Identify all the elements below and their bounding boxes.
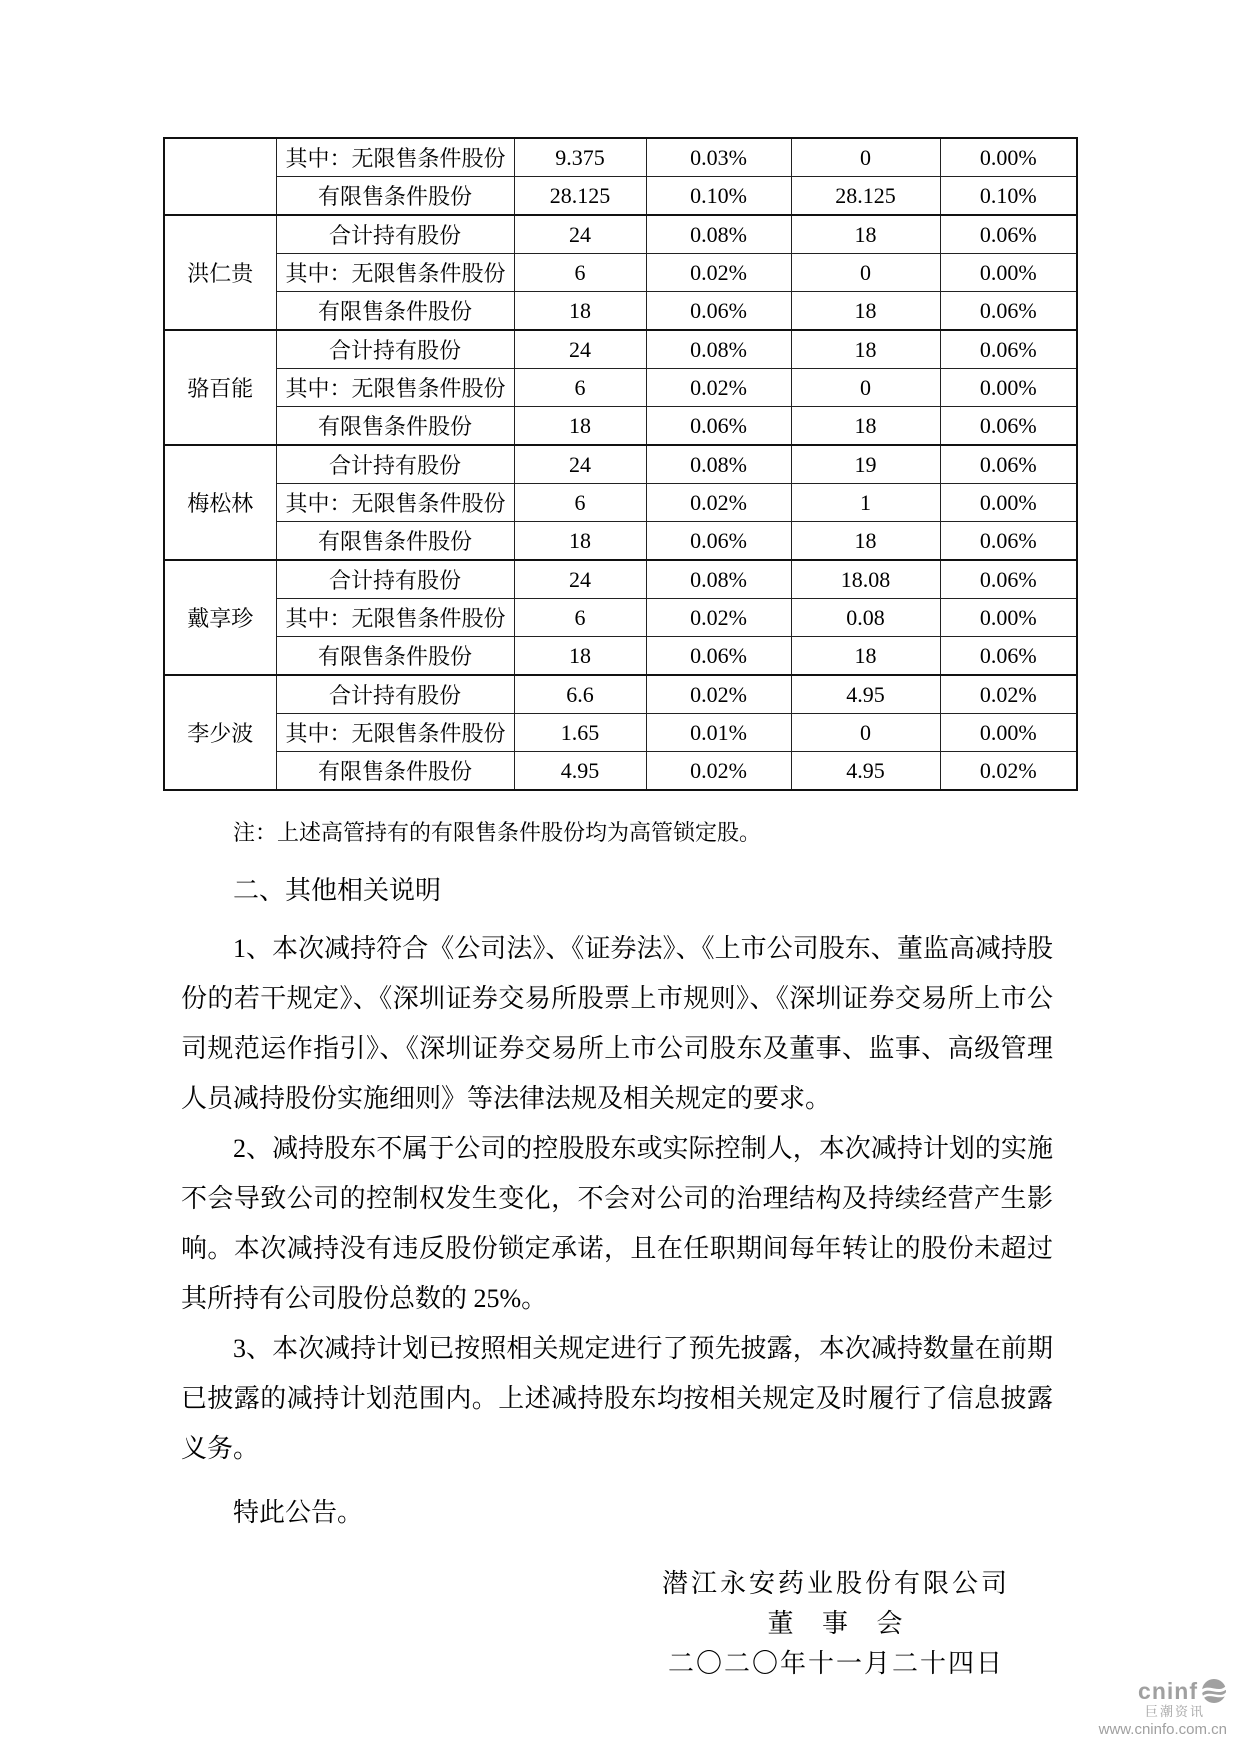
value-cell: 24 (514, 330, 646, 369)
value-cell: 18 (514, 637, 646, 676)
value-cell: 28.125 (514, 177, 646, 216)
cninfo-watermark (1099, 1678, 1227, 1738)
value-cell: 0.08% (646, 445, 791, 484)
table-note: 注：上述高管持有的有限售条件股份均为高管锁定股。 (233, 820, 762, 845)
table-row (164, 292, 1077, 331)
value-cell: 24 (514, 215, 646, 254)
table-row (164, 254, 1077, 292)
paragraph-3: 3、本次减持计划已按照相关规定进行了预先披露，本次减持数量在前期已披露的减持计划范围内。上述减持股东均按相关规定及时履行了信息披露义务。 (181, 1334, 1053, 1463)
shareholder-name-cell: 戴享珍 (164, 560, 276, 675)
table-row (164, 330, 1077, 369)
value-cell: 18 (791, 215, 940, 254)
value-cell: 0.03% (646, 138, 791, 177)
cninfo-logo (1138, 1678, 1227, 1704)
value-cell: 0.06% (940, 560, 1077, 599)
value-cell: 0.02% (646, 599, 791, 637)
value-cell: 0 (791, 714, 940, 752)
value-cell: 24 (514, 445, 646, 484)
shareholder-name-cell: 洪仁贵 (164, 215, 276, 330)
value-cell: 0.08% (646, 560, 791, 599)
value-cell: 1 (791, 484, 940, 522)
value-cell: 4.95 (791, 752, 940, 791)
value-cell: 0.06% (646, 522, 791, 561)
category-cell: 其中：无限售条件股份 (276, 369, 514, 407)
value-cell: 4.95 (791, 675, 940, 714)
value-cell: 0.02% (940, 675, 1077, 714)
table-row (164, 215, 1077, 254)
body-text (181, 924, 1053, 1474)
category-cell: 有限售条件股份 (276, 177, 514, 216)
value-cell: 18.08 (791, 560, 940, 599)
value-cell: 0.02% (646, 254, 791, 292)
value-cell: 0.00% (940, 484, 1077, 522)
section-heading: 二、其他相关说明 (233, 876, 442, 905)
signature-block (662, 1564, 1010, 1684)
value-cell: 9.375 (514, 138, 646, 177)
table-row (164, 484, 1077, 522)
table-row (164, 637, 1077, 676)
value-cell: 0.00% (940, 369, 1077, 407)
category-cell: 有限售条件股份 (276, 522, 514, 561)
shareholder-name-cell (164, 138, 276, 215)
value-cell: 6 (514, 599, 646, 637)
value-cell: 19 (791, 445, 940, 484)
value-cell: 0.01% (646, 714, 791, 752)
value-cell: 18 (514, 292, 646, 331)
value-cell: 0.06% (940, 330, 1077, 369)
value-cell: 0.00% (940, 714, 1077, 752)
value-cell: 0.02% (646, 369, 791, 407)
category-cell: 其中：无限售条件股份 (276, 254, 514, 292)
category-cell: 合计持有股份 (276, 330, 514, 369)
value-cell: 0 (791, 369, 940, 407)
value-cell: 0.06% (940, 522, 1077, 561)
value-cell: 0.02% (940, 752, 1077, 791)
value-cell: 0.08 (791, 599, 940, 637)
value-cell: 0.02% (646, 752, 791, 791)
value-cell: 6 (514, 254, 646, 292)
table-row (164, 369, 1077, 407)
cninfo-url: www.cninfo.com.cn (1098, 1720, 1227, 1738)
value-cell: 6.6 (514, 675, 646, 714)
category-cell: 其中：无限售条件股份 (276, 484, 514, 522)
value-cell: 18 (514, 522, 646, 561)
cninfo-globe-icon (1201, 1678, 1227, 1704)
table-row (164, 177, 1077, 216)
value-cell: 18 (791, 292, 940, 331)
value-cell: 18 (791, 522, 940, 561)
paragraph-1: 1、本次减持符合《公司法》、《证券法》、《上市公司股东、董监高减持股份的若干规定》、《深圳证券交易所股票上市规则》、《深圳证券交易所上市公司规范运作指引》、《深圳证券交易所上市公司股东及董事、监事、高级管理人员减持股份实施细则》等法律法规及相关规定的要求。 (181, 934, 1053, 1113)
closing-statement: 特此公告。 (233, 1498, 364, 1527)
category-cell: 合计持有股份 (276, 445, 514, 484)
table-row (164, 138, 1077, 177)
category-cell: 有限售条件股份 (276, 292, 514, 331)
table-row (164, 599, 1077, 637)
category-cell: 有限售条件股份 (276, 407, 514, 446)
category-cell: 合计持有股份 (276, 215, 514, 254)
value-cell: 0.06% (940, 445, 1077, 484)
value-cell: 0 (791, 138, 940, 177)
shareholder-name-cell: 李少波 (164, 675, 276, 790)
company-name: 潜江永安药业股份有限公司 (661, 1569, 1010, 1598)
value-cell: 4.95 (514, 752, 646, 791)
table-row (164, 407, 1077, 446)
category-cell: 其中：无限售条件股份 (276, 599, 514, 637)
value-cell: 24 (514, 560, 646, 599)
shareholding-table-body (164, 138, 1077, 790)
value-cell: 0.06% (646, 292, 791, 331)
category-cell: 有限售条件股份 (276, 752, 514, 791)
value-cell: 0.06% (940, 292, 1077, 331)
table-row (164, 714, 1077, 752)
table-row (164, 675, 1077, 714)
value-cell: 0.06% (646, 407, 791, 446)
table-row (164, 752, 1077, 791)
value-cell: 0.08% (646, 330, 791, 369)
category-cell: 合计持有股份 (276, 675, 514, 714)
value-cell: 0.10% (646, 177, 791, 216)
value-cell: 0.06% (940, 215, 1077, 254)
value-cell: 18 (514, 407, 646, 446)
value-cell: 0.06% (646, 637, 791, 676)
table-row (164, 522, 1077, 561)
value-cell: 0.10% (940, 177, 1077, 216)
category-cell: 其中：无限售条件股份 (276, 138, 514, 177)
value-cell: 0.00% (940, 599, 1077, 637)
paragraph-2: 2、减持股东不属于公司的控股股东或实际控制人，本次减持计划的实施不会导致公司的控制权发生变化，不会对公司的治理结构及持续经营产生影响。本次减持没有违反股份锁定承诺，且在任职期间每年转让的股份未超过其所持有公司股份总数的 25%。 (181, 1134, 1053, 1313)
value-cell: 0 (791, 254, 940, 292)
category-cell: 有限售条件股份 (276, 637, 514, 676)
table-row (164, 560, 1077, 599)
shareholding-table (163, 137, 1078, 791)
value-cell: 0.08% (646, 215, 791, 254)
value-cell: 6 (514, 484, 646, 522)
value-cell: 1.65 (514, 714, 646, 752)
board-of-directors: 董 事 会 (767, 1609, 905, 1638)
value-cell: 28.125 (791, 177, 940, 216)
value-cell: 18 (791, 407, 940, 446)
value-cell: 18 (791, 637, 940, 676)
category-cell: 其中：无限售条件股份 (276, 714, 514, 752)
value-cell: 0.06% (940, 637, 1077, 676)
shareholder-name-cell: 梅松林 (164, 445, 276, 560)
value-cell: 0.02% (646, 675, 791, 714)
value-cell: 0.06% (940, 407, 1077, 446)
table-row (164, 445, 1077, 484)
cninfo-chinese-name: 巨潮资讯 (1144, 1704, 1205, 1720)
value-cell: 0.00% (940, 138, 1077, 177)
value-cell: 0.02% (646, 484, 791, 522)
cninfo-brand-text: cninf (1138, 1677, 1198, 1704)
category-cell: 合计持有股份 (276, 560, 514, 599)
value-cell: 18 (791, 330, 940, 369)
shareholder-name-cell: 骆百能 (164, 330, 276, 445)
announcement-date: 二〇二〇年十一月二十四日 (667, 1649, 1004, 1678)
value-cell: 6 (514, 369, 646, 407)
value-cell: 0.00% (940, 254, 1077, 292)
